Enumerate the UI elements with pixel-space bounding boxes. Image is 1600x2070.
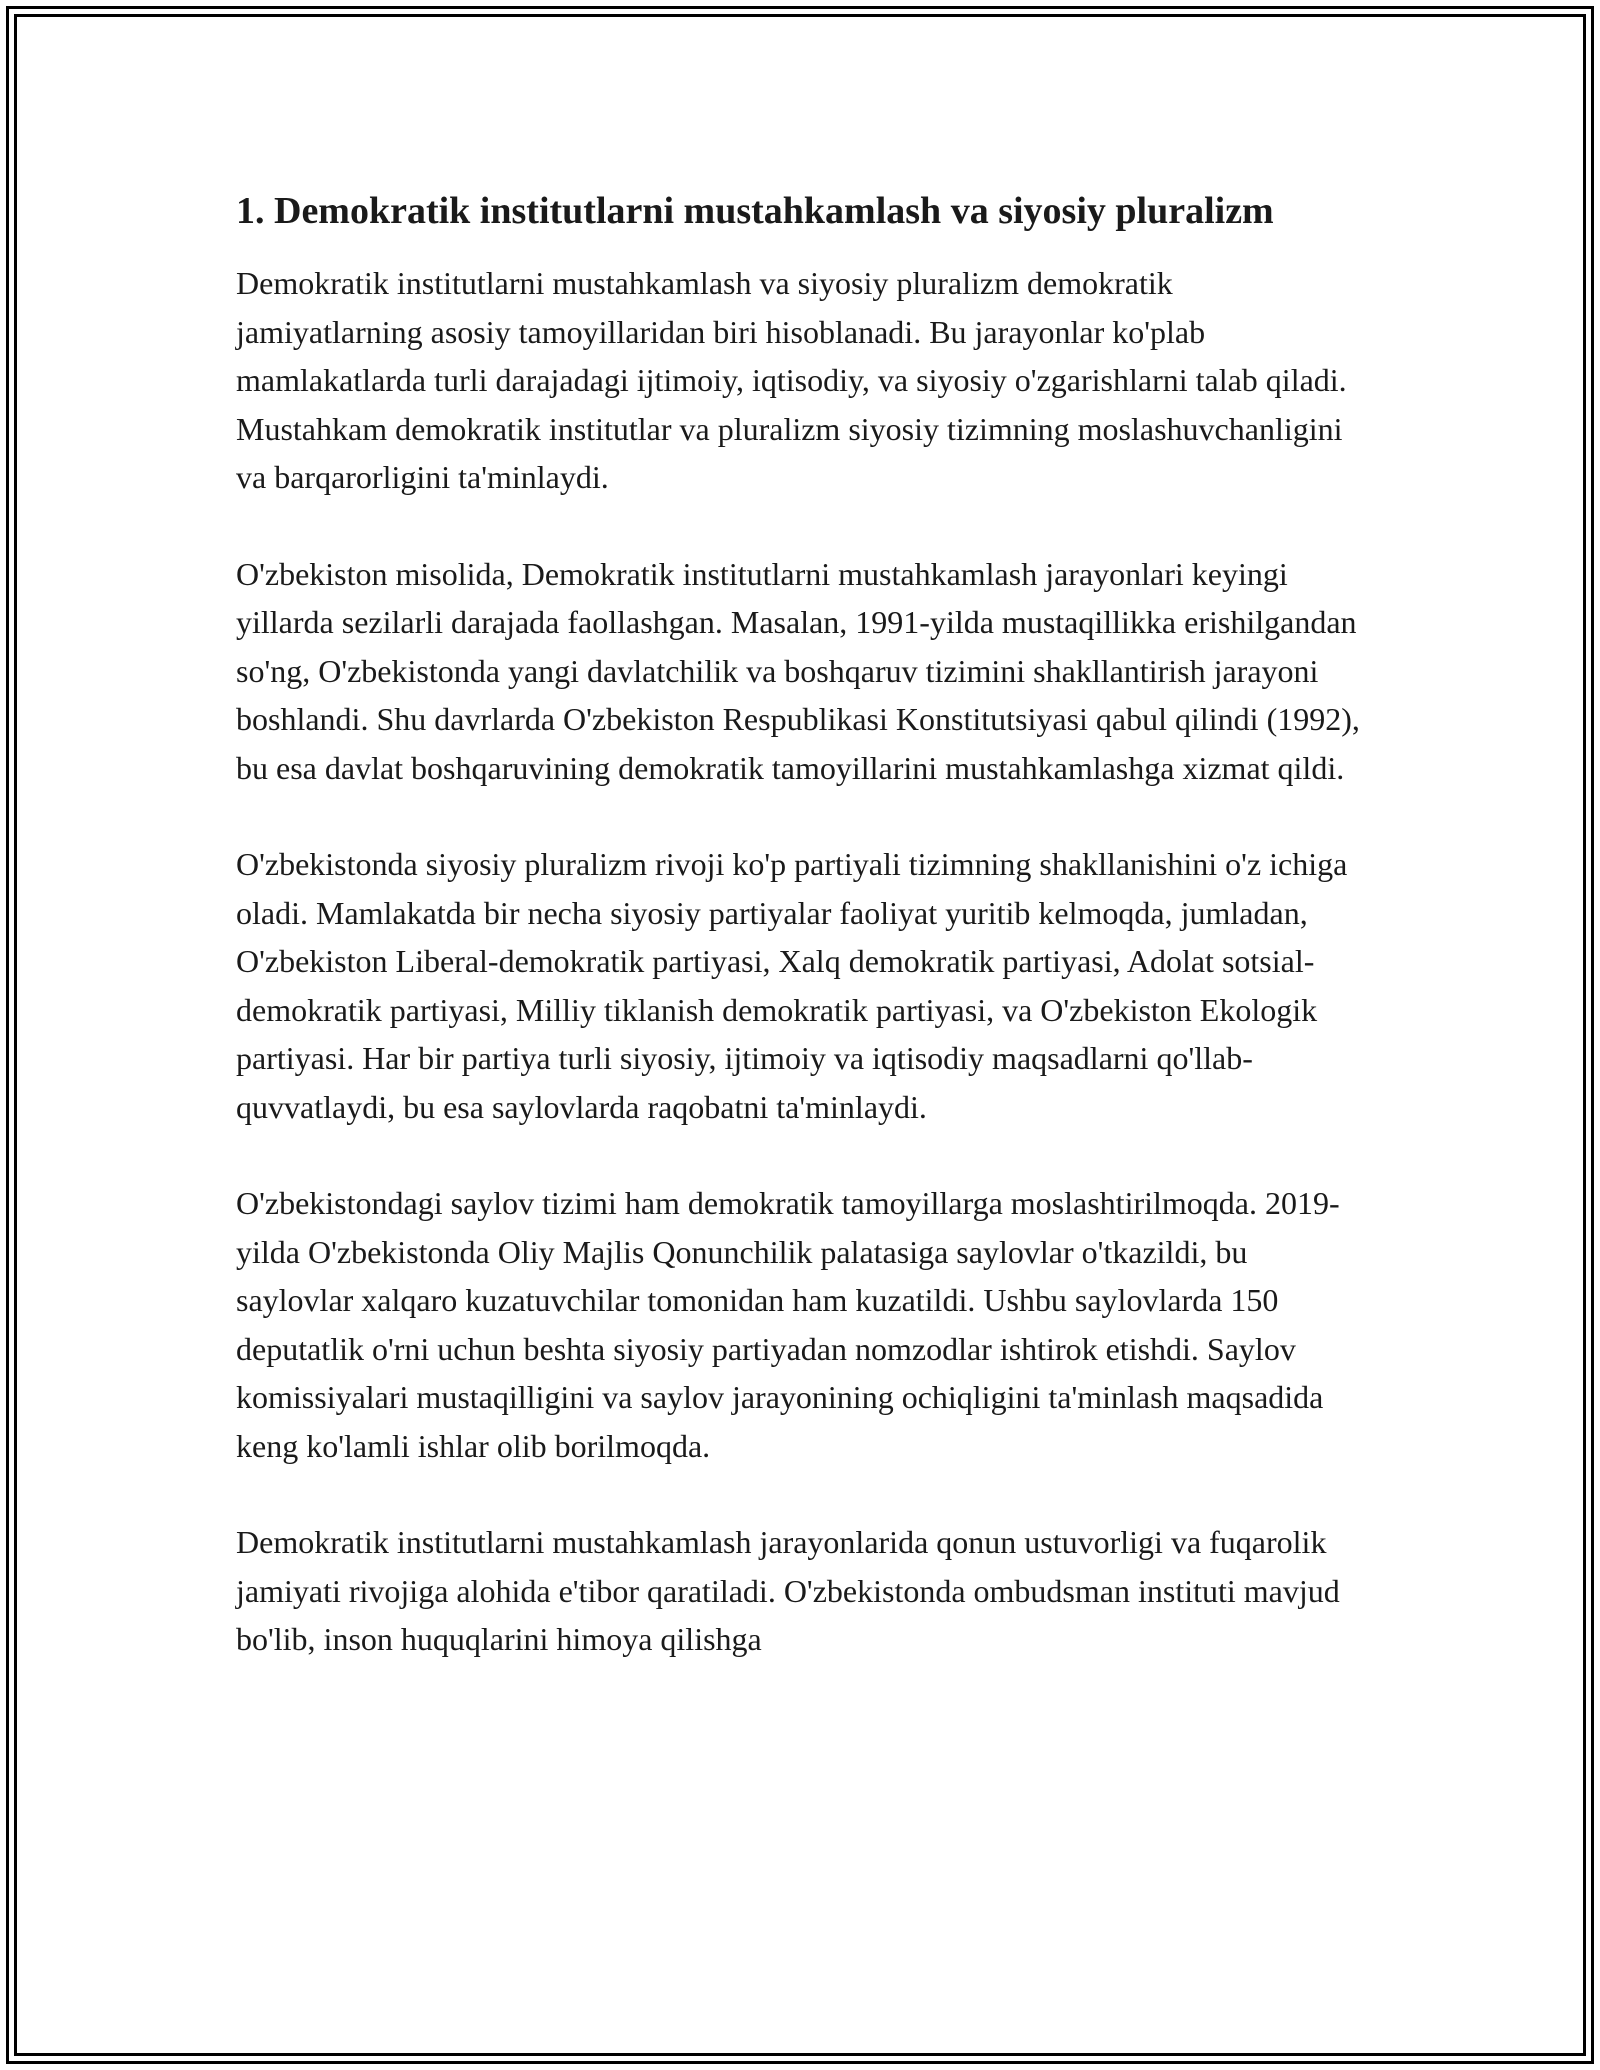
paragraph-1: Demokratik institutlarni mustahkamlash va siyosiy pluralizm demokratik jamiyatlarning asosiy tamoyillaridan biri hisoblanadi. Bu jarayonlar ko'plab mamlakatlarda turli darajadagi ijtimoiy, iqtisodiy, va siyosiy o'zgarishlarni talab qiladi. Mustahkam demokratik institutlar va pluralizm siyosiy tizimning moslashuvchanligini va barqarorligini ta'minlaydi.: [236, 265, 1347, 495]
paragraph-2: O'zbekiston misolida, Demokratik institutlarni mustahkamlash jarayonlari keyingi yillarda sezilarli darajada faollashgan. Masalan, 1991-yilda mustaqillikka erishilgandan so'ng, O'zbekistonda yangi davlatchilik va boshqaruv tizimini shakllantirish jarayoni boshlandi. Shu davrlarda O'zbekiston Respublikasi Konstitutsiyasi qabul qilindi (1992), bu esa davlat boshqaruvining demokratik tamoyillarini mustahkamlashga xizmat qildi.: [236, 555, 1360, 786]
section-heading: 1. Demokratik institutlarni mustahkamlash va siyosiy pluralizm: [236, 190, 1274, 232]
paragraph-3: O'zbekistonda siyosiy pluralizm rivoji ko'p partiyali tizimning shakllanishini o'z ichiga oladi. Mamlakatda bir necha siyosiy partiyalar faoliyat yuritib kelmoqda, jumladan, O'zbekiston Liberal-demokratik partiyasi, Xalq demokratik partiyasi, Adolat sotsial-demokratik partiyasi, Milliy tiklanish demokratik partiyasi, va O'zbekiston Ekologik partiyasi. Har bir partiya turli siyosiy, ijtimoiy va iqtisodiy maqsadlarni qo'llab-quvvatlaydi, bu esa saylovlarda raqobatni ta'minlaydi.: [236, 846, 1348, 1125]
document-body: [236, 184, 1366, 1664]
paragraph-5: Demokratik institutlarni mustahkamlash jarayonlarida qonun ustuvorligi va fuqarolik jamiyati rivojiga alohida e'tibor qaratiladi. O'zbekistonda ombudsman instituti mavjud bo'lib, inson huquqlarini himoya qilishga: [236, 1524, 1340, 1657]
paragraph-4: O'zbekistondagi saylov tizimi ham demokratik tamoyillarga moslashtirilmoqda. 2019-yilda O'zbekistonda Oliy Majlis Qonunchilik palatasiga saylovlar o'tkazildi, bu saylovlar xalqaro kuzatuvchilar tomonidan ham kuzatildi. Ushbu saylovlarda 150 deputatlik o'rni uchun beshta siyosiy partiyadan nomzodlar ishtirok etishdi. Saylov komissiyalari mustaqilligini va saylov jarayonining ochiqligini ta'minlash maqsadida keng ko'lamli ishlar olib borilmoqda.: [236, 1185, 1340, 1464]
